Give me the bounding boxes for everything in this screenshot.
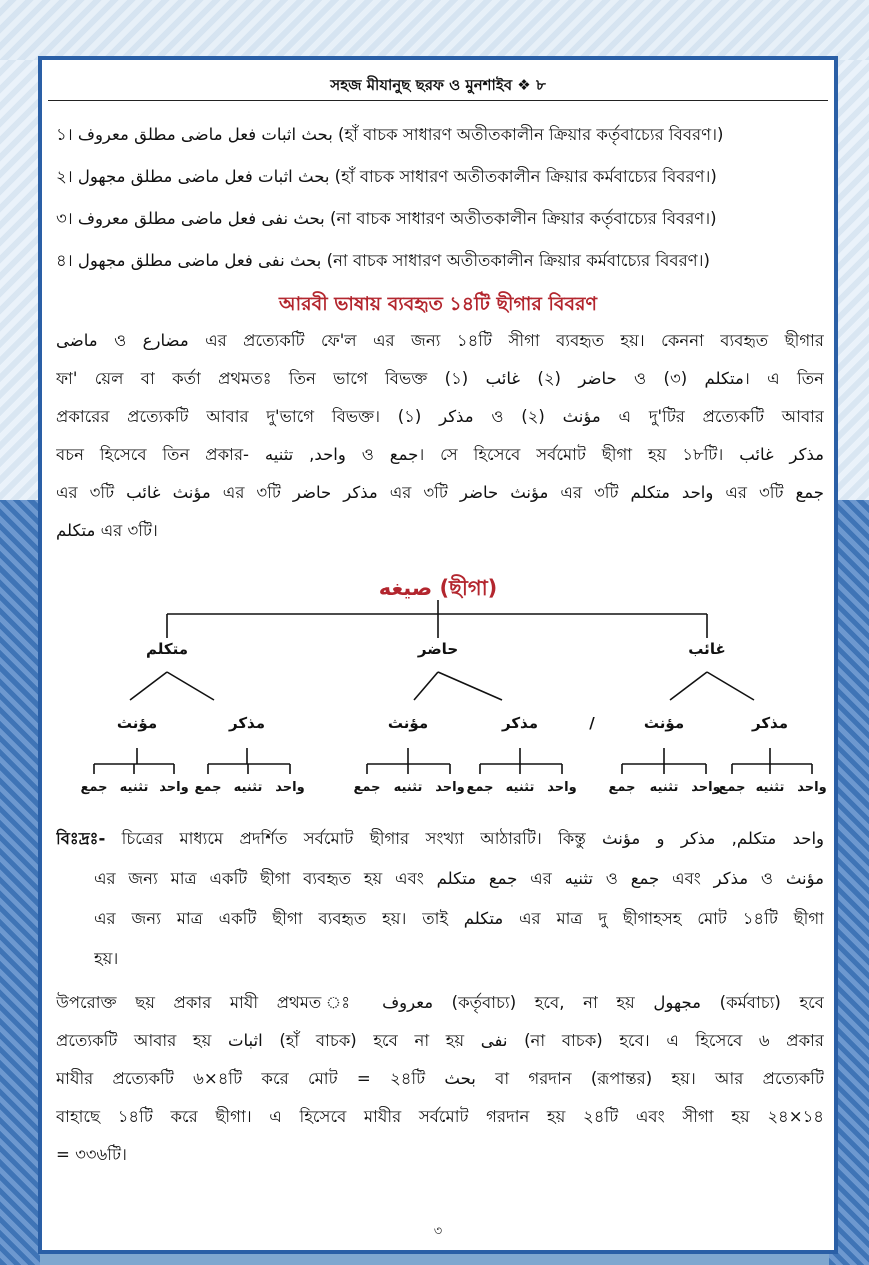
note-line: এর জন্য মাত্র একটি ছীগা ব্যবহৃত হয় এবং جمع متكلم এর تثنيه ও جمع এবং مذكر ও مؤنث — [94, 869, 824, 888]
sigha-tree-diagram — [42, 600, 834, 800]
bahas-line-2: ২। بحث اثبات فعل ماضى مطلق مجهول (হাঁ বাচক সাধারণ অতীতকালীন ক্রিয়ার কর্মবাচ্যের বিবরণ।) — [56, 167, 717, 186]
tree-leaf: تثنيه — [393, 780, 423, 795]
header-rule — [48, 100, 828, 101]
paragraph-line: ফা' য়েল বা কর্তা প্রথমতঃ তিন ভাগে বিভক্ত (১) غائب (২) حاضر ও (৩) متكلم। এ তিন — [56, 369, 824, 388]
tree-node-muzakkar: مذكر — [501, 714, 539, 732]
tree-leaf: تثنيه — [755, 780, 785, 795]
paragraph-line: = ৩৩৬টি। — [56, 1145, 127, 1164]
bahas-line-3: ৩। بحث نفى فعل ماضى مطلق معروف (না বাচক সাধারণ অতীতকালীন ক্রিয়ার কর্তৃবাচ্যের বিবরণ।) — [56, 209, 717, 228]
tree-title: صيغه (ছীগা) — [378, 576, 498, 600]
tree-node-mutakallim: متكلم — [145, 640, 189, 658]
tree-node-muannas: مؤنث — [387, 714, 429, 732]
tree-leaf: تثنيه — [649, 780, 679, 795]
background-pattern-left-upper — [0, 60, 40, 500]
tree-leaf: تثنيه — [233, 780, 263, 795]
paragraph-line: প্রকারের প্রত্যেকটি আবার দু'ভাগে বিভক্ত। (১) مذكر ও (২) مؤنث এ দু'টির প্রত্যেকটি আবার — [56, 407, 824, 426]
background-pattern-top — [0, 0, 869, 60]
tree-leaf: واحد — [435, 780, 465, 795]
tree-leaf: تثنيه — [505, 780, 535, 795]
paragraph-line: বাহাছে ১৪টি করে ছীগা। এ হিসেবে মাযীর সর্বমোট গরদান হয় ২৪টি এবং সীগা হয় ২৪×১৪ — [56, 1107, 824, 1126]
tree-leaf: واحد — [797, 780, 827, 795]
tree-leaf: واحد — [691, 780, 721, 795]
tree-branch — [167, 672, 214, 700]
tree-node-muzakkar: مذكر — [228, 714, 266, 732]
tree-leaf: جمع — [608, 780, 636, 795]
tree-node-muannas: مؤنث — [643, 714, 685, 732]
paragraph-line: উপরোক্ত ছয় প্রকার মাযী প্রথমত ঃ معروف (কর্তৃবাচ্য) হবে, না হয় مجهول (কর্মবাচ্য) হবে — [56, 993, 824, 1012]
running-header: সহজ মীযানুছ ছরফ ও মুনশাইব ❖ ৮ — [330, 76, 546, 94]
note-line — [56, 826, 824, 853]
note-line: এর জন্য মাত্র একটি ছীগা ব্যবহৃত হয়। তাই متكلم এর মাত্র দু ছীগাহসহ মোট ১৪টি ছীগা — [94, 909, 824, 928]
paragraph-line: متكلم এর ৩টি। — [56, 521, 158, 540]
bahas-line-4: ৪। بحث نفى فعل ماضى مطلق مجهول (না বাচক সাধারণ অতীতকালীন ক্রিয়ার কর্মবাচ্যের বিবরণ।) — [56, 251, 710, 270]
tree-separator: / — [589, 714, 595, 732]
tree-leaf: جمع — [194, 780, 222, 795]
paragraph-line: এর ৩টি مؤنث غائب এর ৩টি مذكر حاضر এর ৩টি مؤنث حاضر এর ৩টি واحد متكلم এর ৩টি جمع — [56, 483, 824, 502]
book-page — [38, 56, 838, 1254]
tree-node-hazir: حاضر — [417, 640, 459, 658]
tree-branch — [670, 672, 707, 700]
section-title: আরবী ভাষায় ব্যবহৃত ১৪টি ছীগার বিবরণ — [279, 293, 597, 315]
tree-leaf: جمع — [80, 780, 108, 795]
tree-leaf: جمع — [353, 780, 381, 795]
background-pattern-left — [0, 500, 40, 1265]
tree-branch — [438, 672, 502, 700]
tree-node-muannas: مؤنث — [116, 714, 158, 732]
tree-leaf: واحد — [547, 780, 577, 795]
tree-branch — [130, 672, 167, 700]
tree-leaf: جمع — [466, 780, 494, 795]
tree-node-muzakkar: مذكر — [751, 714, 789, 732]
tree-branch — [414, 672, 438, 700]
paragraph-line: প্রত্যেকটি আবার হয় اثبات (হাঁ বাচক) হবে না হয় نفى (না বাচক) হবে। এ হিসেবে ৬ প্রকার — [56, 1031, 824, 1050]
bahas-line-1: ১। بحث اثبات فعل ماضى مطلق معروف (হাঁ বাচক সাধারণ অতীতকালীন ক্রিয়ার কর্তৃবাচ্যের বিবরণ।) — [56, 125, 724, 144]
tree-node-gaib: غائب — [688, 640, 726, 658]
paragraph-line: ماضى ও مضارع এর প্রত্যেকটি ফে'ল এর জন্য ১৪টি সীগা ব্যবহৃত হয়। কেননা ব্যবহৃত ছীগার — [56, 331, 824, 350]
note-label: বিঃদ্রঃ- — [56, 829, 106, 848]
page-number: ৩ — [433, 1224, 443, 1239]
paragraph-line: মাযীর প্রত্যেকটি ৬×৪টি করে মোট = ২৪টি بحث বা গরদান (রূপান্তর) হয়। আর প্রত্যেকটি — [56, 1069, 824, 1088]
tree-leaf: واحد — [275, 780, 305, 795]
tree-leaf: تثنيه — [119, 780, 149, 795]
tree-leaf: واحد — [159, 780, 189, 795]
tree-leaf: جمع — [718, 780, 746, 795]
paragraph-line: বচন হিসেবে তিন প্রকার- واحد, تثنيه ও جمع। সে হিসেবে সর্বমোট ছীগা হয় ১৮টি। مذكر غائب — [56, 445, 824, 464]
tree-branch — [707, 672, 754, 700]
note-line: হয়। — [94, 949, 119, 968]
note-text: চিত্রের মাধ্যমে প্রদর্শিত সর্বমোট ছীগার সংখ্যা আঠারটি। কিন্তু واحد متكلم, مذكر و مؤنث — [121, 829, 824, 848]
